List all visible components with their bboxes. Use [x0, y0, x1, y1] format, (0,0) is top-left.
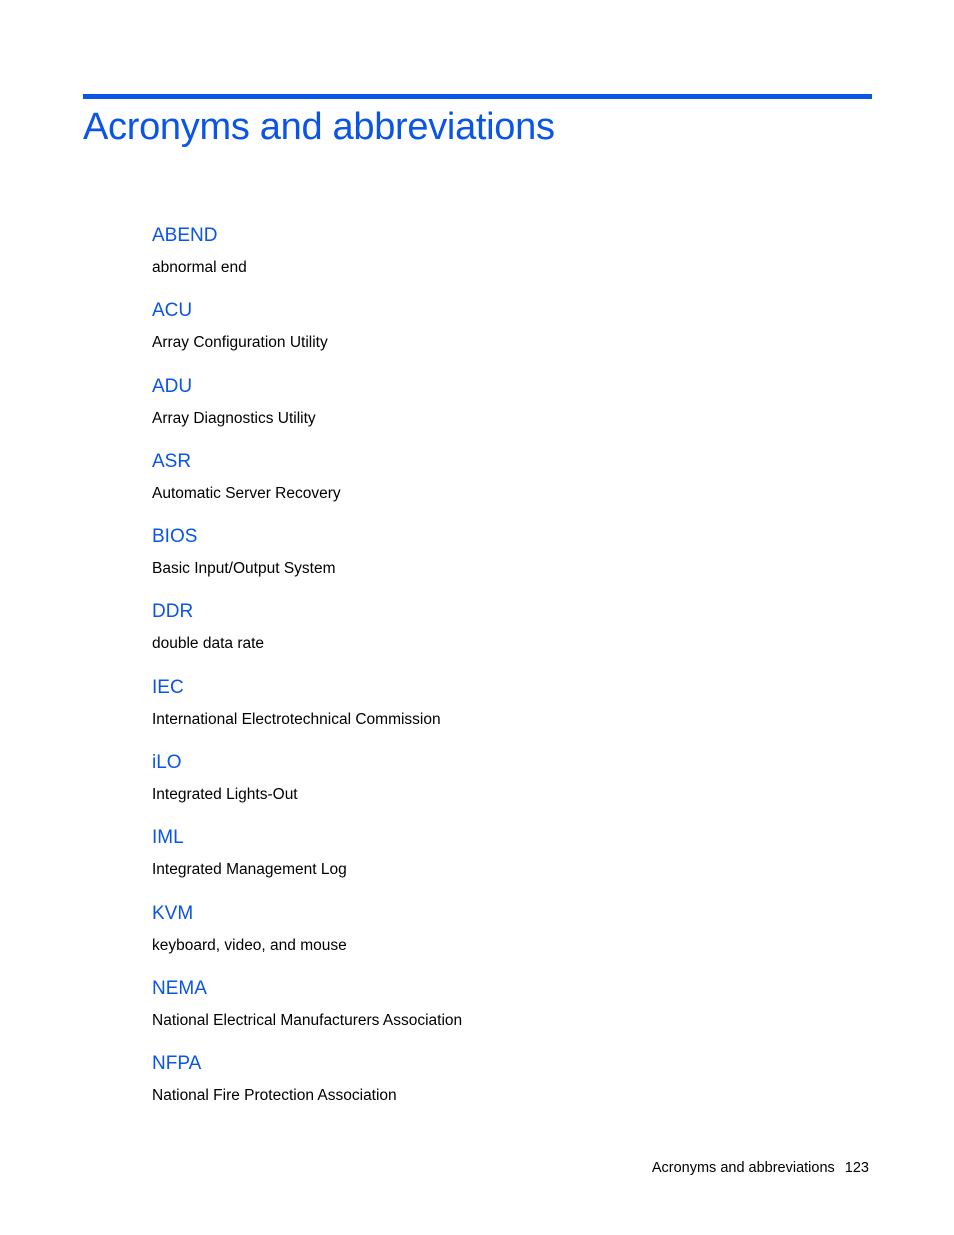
- acronym-entry: [152, 523, 852, 598]
- acronym-term: BIOS: [152, 526, 198, 548]
- acronym-definition: Automatic Server Recovery: [152, 484, 341, 502]
- acronym-term: ADU: [152, 375, 193, 397]
- acronym-term: ASR: [152, 450, 192, 472]
- acronym-definition: Integrated Management Log: [152, 861, 347, 879]
- footer-section-title: Acronyms and abbreviations: [651, 1160, 835, 1176]
- acronym-definition: Array Diagnostics Utility: [152, 409, 316, 427]
- acronym-definition: National Electrical Manufacturers Association: [152, 1011, 463, 1029]
- acronym-definition: Integrated Lights-Out: [152, 786, 298, 804]
- acronym-definition: abnormal end: [152, 259, 247, 276]
- title-rule: [83, 94, 872, 99]
- page-title: Acronyms and abbreviations: [83, 106, 555, 148]
- acronym-term: DDR: [152, 601, 194, 623]
- acronym-definition: Array Configuration Utility: [152, 334, 328, 352]
- page-footer: [652, 1158, 869, 1178]
- page-number: 123: [844, 1160, 869, 1176]
- acronym-definition: National Fire Protection Association: [152, 1087, 397, 1105]
- acronym-entry: [152, 448, 852, 523]
- acronym-entry: [152, 1050, 852, 1125]
- acronym-list: [152, 222, 852, 1126]
- acronym-entry: [152, 975, 852, 1050]
- acronym-definition: Basic Input/Output System: [152, 560, 336, 578]
- acronym-entry: [152, 824, 852, 899]
- acronym-term: NFPA: [152, 1053, 202, 1075]
- acronym-entry: [152, 598, 852, 673]
- acronym-entry: [152, 674, 852, 749]
- acronym-entry: [152, 373, 852, 448]
- acronym-definition: keyboard, video, and mouse: [152, 936, 347, 954]
- acronym-term: IEC: [152, 676, 184, 698]
- acronym-entry: [152, 222, 852, 297]
- acronym-entry: [152, 297, 852, 372]
- acronym-term: IML: [152, 827, 184, 849]
- acronym-definition: double data rate: [152, 635, 265, 653]
- acronym-entry: [152, 900, 852, 975]
- acronym-term: ACU: [152, 300, 193, 322]
- acronym-entry: [152, 749, 852, 824]
- acronym-definition: International Electrotechnical Commission: [152, 710, 441, 728]
- acronym-term: NEMA: [152, 977, 207, 999]
- acronym-term: KVM: [152, 902, 194, 924]
- acronym-term: iLO: [152, 752, 182, 774]
- acronym-term: ABEND: [152, 225, 218, 246]
